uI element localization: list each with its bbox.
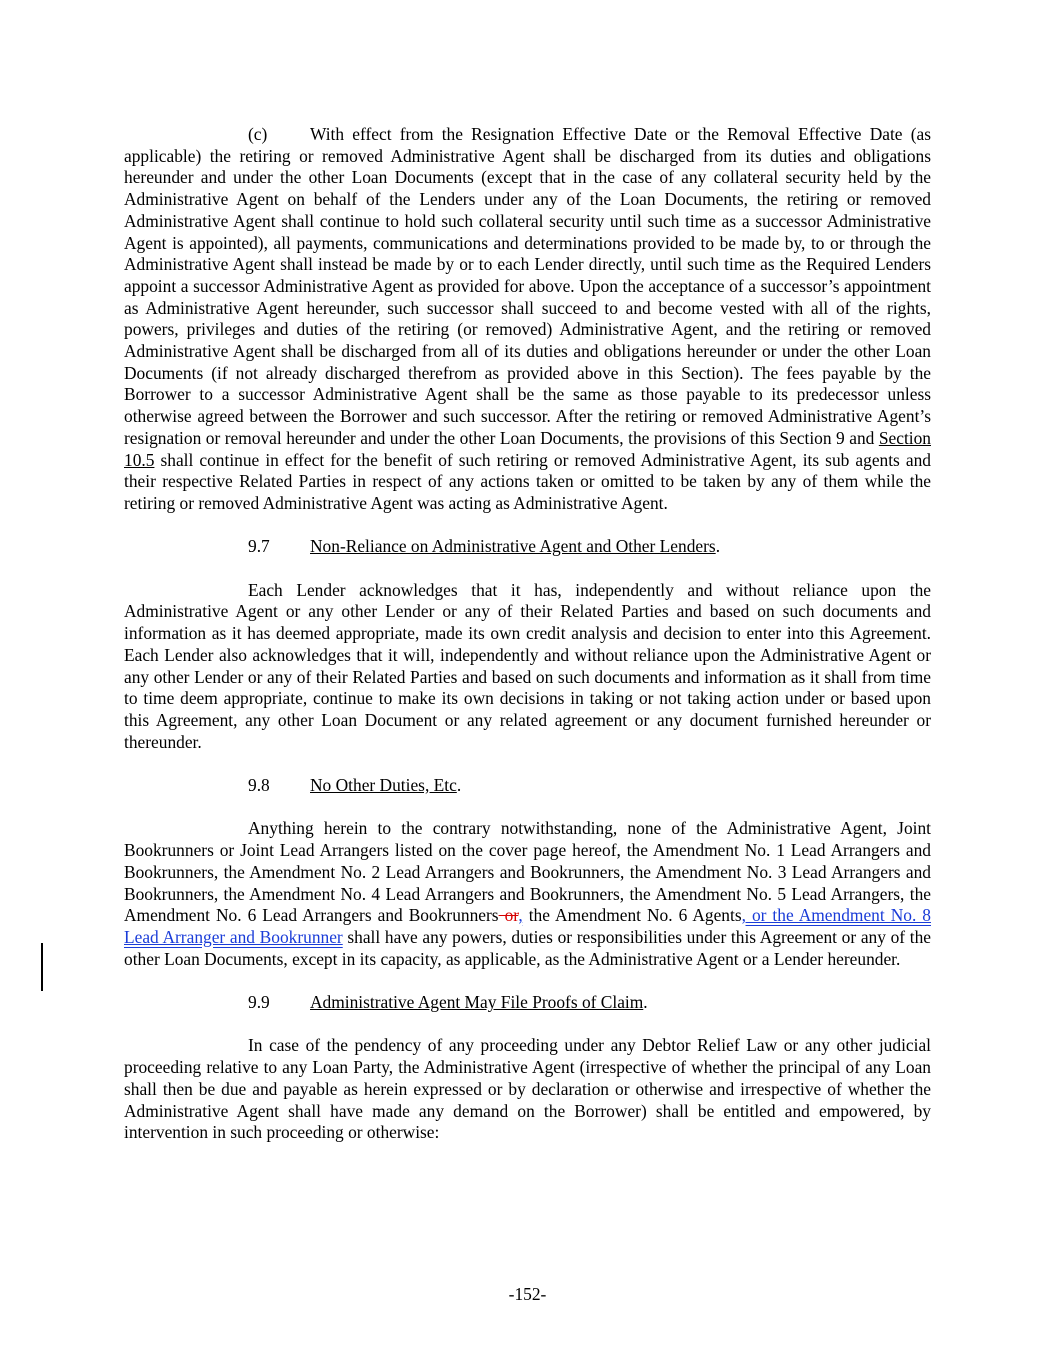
section-title-9-7: Non-Reliance on Administrative Agent and Other Lenders xyxy=(310,536,716,557)
inserted-text-amendment-8: , or the Amendment No. 8 Lead Arranger and Bookrunner xyxy=(124,905,931,947)
paragraph-9-8-text-mid: the Amendment No. 6 Agents xyxy=(522,905,742,926)
paragraph-9-6-c xyxy=(124,124,931,515)
clause-label-c: (c) xyxy=(248,124,268,144)
heading-9-7 xyxy=(124,536,931,558)
document-page xyxy=(124,124,931,1144)
paragraph-9-8-text-end: shall have any powers, duties or responsibilities under this Agreement or any of the other Loan Documents, except in its capacity, as applicable, as the Administrative Agent or a Lender hereunder. xyxy=(124,926,931,969)
revision-change-bar xyxy=(41,943,43,991)
section-title-9-8-period: . xyxy=(456,775,462,796)
paragraph-9-8-text-start: Anything herein to the contrary notwithstanding, none of the Administrative Agent, Joint Bookrunners or Joint Lead Arrangers listed on the cover page hereof, the Amendment No. 1 Lead Arrangers and Bookrunners, the Amendment No. 2 Lead Arrangers and Bookrunners, the Amendment No. 3 Lead Arrangers and Bookrunners, the Amendment No. 4 Lead Arrangers and Bookrunners, the Amendment No. 5 Lead Arrangers, the Amendment No. 6 Lead Arrangers and Bookrunners xyxy=(124,818,931,926)
paragraph-9-7: Each Lender acknowledges that it has, independently and without reliance upon the Administrative Agent or any other Lender or any of their Related Parties and based on such documents and information as it has deemed appropriate, made its own credit analysis and decision to enter into this Agreement. Each Lender also acknowledges that it will, independently and without reliance upon the Administrative Agent or any other Lender or any of their Related Parties and based on such documents and information as it shall from time to time deem appropriate, continue to make its own decisions in taking or not taking action under or based upon this Agreement, any other Loan Document or any related agreement or any document furnished hereunder or thereunder. xyxy=(124,579,931,752)
section-title-9-9: Administrative Agent May File Proofs of Claim xyxy=(310,992,644,1013)
section-10-5-reference: Section 10.5 xyxy=(124,427,931,470)
page-number: -152- xyxy=(508,1284,547,1304)
section-number-9-9: 9.9 xyxy=(248,992,270,1013)
heading-9-8 xyxy=(124,775,931,797)
paragraph-9-8 xyxy=(124,818,931,970)
paragraph-9-6-c-text: With effect from the Resignation Effective Date or the Removal Effective Date (as applicable) the retiring or removed Administrative Agent shall be discharged from its duties and obligations hereunder and under the other Loan Documents (except that in the case of any collateral security held by the Administrative Agent on behalf of the Lenders under any of the Loan Documents, the retiring or removed Administrative Agent shall continue to hold such collateral security until such time as a successor Administrative Agent is appointed), all payments, communications and determinations provided to be made by, to or through the Administrative Agent shall instead be made by or to each Lender directly, until such time as the Required Lenders appoint a successor Administrative Agent as provided for above. Upon the acceptance of a successor’s appointment as Administrative Agent hereunder, such successor shall succeed to and become vested with all of the rights, powers, privileges and duties of the retiring (or removed) Administrative Agent, and the retiring or removed Administrative Agent shall be discharged from all of its duties and obligations hereunder or under the other Loan Documents (if not already discharged therefrom as provided above in this Section). The fees payable by the Borrower to a successor Administrative Agent shall be the same as those payable to its predecessor unless otherwise agreed between the Borrower and such successor. After the retiring or removed Administrative Agent’s resignation or removal hereunder and under the other Loan Documents, the provisions of this Section 9 and xyxy=(124,124,931,448)
heading-9-9 xyxy=(124,992,931,1014)
section-number-9-8: 9.8 xyxy=(248,775,270,796)
section-title-9-7-period: . xyxy=(715,536,721,557)
paragraph-9-6-c-text-end: shall continue in effect for the benefit of such retiring or removed Administrative Agent, its sub agents and their respective Related Parties in respect of any actions taken or omitted to be taken by any of them while the retiring or removed Administrative Agent was acting as Administrative Agent. xyxy=(124,449,931,513)
deleted-text-or: or xyxy=(498,905,519,926)
section-title-9-9-period: . xyxy=(643,992,648,1013)
section-title-9-8: No Other Duties, Etc xyxy=(310,775,457,796)
inserted-comma: , xyxy=(518,905,523,926)
paragraph-9-9: In case of the pendency of any proceeding under any Debtor Relief Law or any other judicial proceeding relative to any Loan Party, the Administrative Agent (irrespective of whether the principal of any Loan shall then be due and payable as herein expressed or by declaration or otherwise and irrespective of whether the Administrative Agent shall have made any demand on the Borrower) shall be entitled and empowered, by intervention in such proceeding or otherwise: xyxy=(124,1035,931,1143)
section-number-9-7: 9.7 xyxy=(248,536,270,557)
